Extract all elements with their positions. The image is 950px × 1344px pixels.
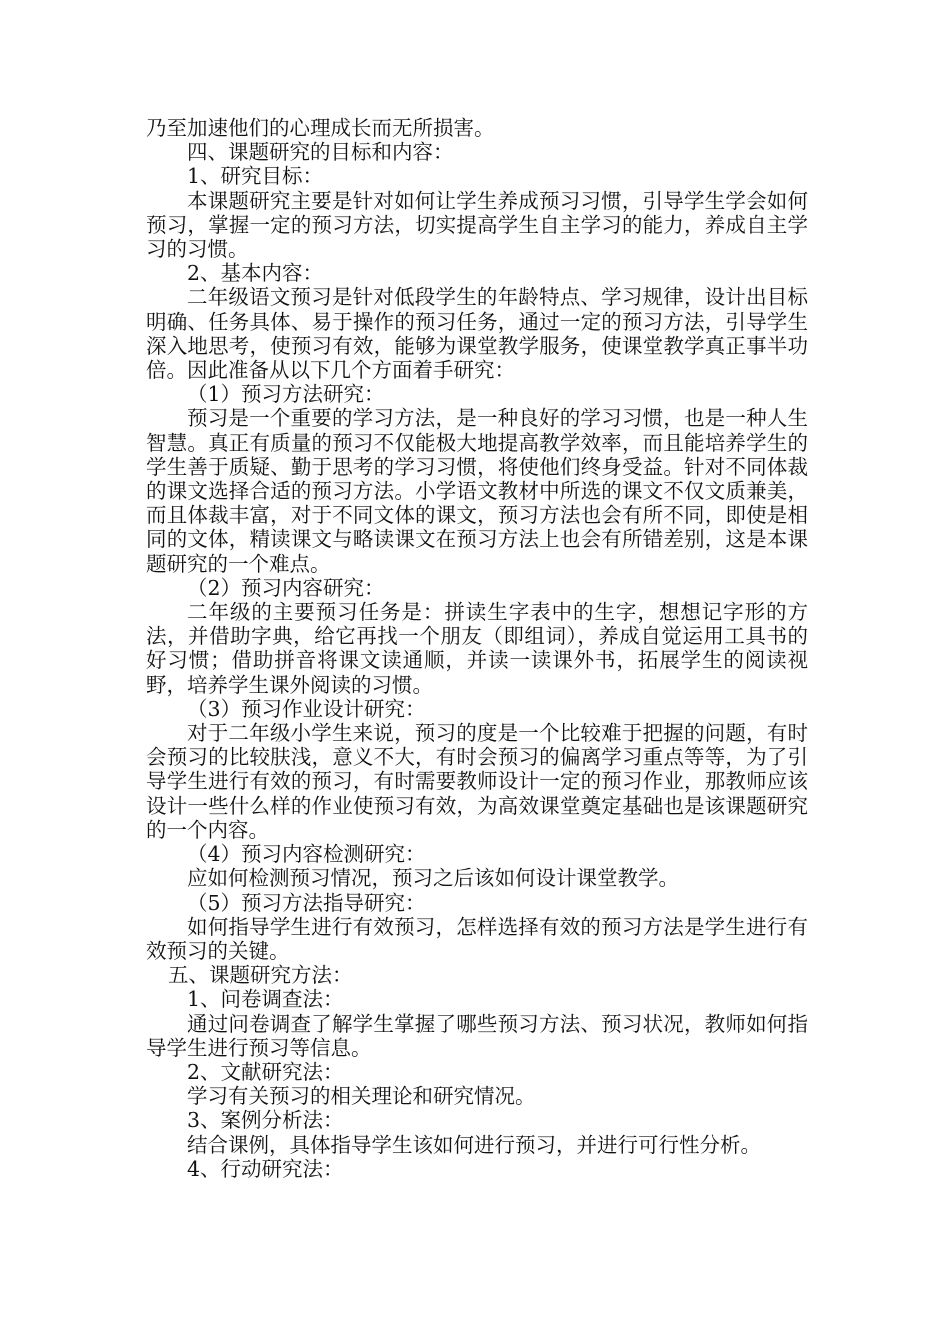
paragraph: 学习有关预习的相关理论和研究情况。 bbox=[187, 1084, 536, 1109]
subsection-heading: （4）预习内容检测研究： bbox=[187, 842, 426, 867]
paragraph: 乃至加速他们的心理成长而无所损害。 bbox=[146, 116, 495, 140]
subsection-heading: 1、问卷调查法： bbox=[187, 987, 344, 1012]
paragraph: 二年级语文预习是针对低段学生的年龄特点、学习规律，设计出目标明确、任务具体、易于操作的预习任务，通过一定的预习方法，引导学生深入地思考，使预习有效，能够为课堂教学服务，使课堂教学真正事半功倍。因此准备从以下几个方面着手研究： bbox=[146, 285, 808, 383]
paragraph: 预习是一个重要的学习方法，是一种良好的学习习惯，也是一种人生智慧。真正有质量的预习不仅能极大地提高教学效率，而且能培养学生的学生善于质疑、勤于思考的学习习惯，将使他们终身受益。针对不同体裁的课文选择合适的预习方法。小学语文教材中所选的课文不仅文质兼美，而且体裁丰富，对于不同文体的课文，预习方法也会有所不同，即使是相同的文体，精读课文与略读课文在预习方法上也会有所错差别，这是本课题研究的一个难点。 bbox=[146, 406, 808, 576]
paragraph: 对于二年级小学生来说，预习的度是一个比较难于把握的问题，有时会预习的比较肤浅，意义不大，有时会预习的偏离学习重点等等，为了引导学生进行有效的预习，有时需要教师设计一定的预习作业，那教师应该设计一些什么样的作业使预习有效，为高效课堂奠定基础也是该课题研究的一个内容。 bbox=[146, 721, 808, 842]
section-heading: 四、课题研究的目标和内容： bbox=[187, 140, 454, 165]
paragraph: 如何指导学生进行有效预习，怎样选择有效的预习方法是学生进行有效预习的关键。 bbox=[146, 914, 808, 963]
paragraph: 二年级的主要预习任务是：拼读生字表中的生字，想想记字形的方法，并借助字典，给它再找一个朋友（即组词），养成自觉运用工具书的好习惯；借助拼音将课文读通顺，并读一读课外书，拓展学生的阅读视野，培养学生课外阅读的习惯。 bbox=[146, 600, 808, 697]
subsection-heading: 2、基本内容： bbox=[187, 261, 324, 286]
subsection-heading: 4、行动研究法： bbox=[187, 1156, 344, 1181]
subsection-heading: （5）预习方法指导研究： bbox=[187, 890, 426, 915]
document-body bbox=[146, 116, 808, 1181]
subsection-heading: （3）预习作业设计研究： bbox=[187, 696, 426, 721]
subsection-heading: 3、案例分析法： bbox=[187, 1108, 344, 1133]
subsection-heading: （2）预习内容研究： bbox=[187, 575, 385, 600]
subsection-heading: 2、文献研究法： bbox=[187, 1059, 344, 1084]
paragraph: 应如何检测预习情况，预习之后该如何设计课堂教学。 bbox=[187, 866, 679, 891]
paragraph: 结合课例，具体指导学生该如何进行预习，并进行可行性分析。 bbox=[187, 1132, 761, 1157]
paragraph: 通过问卷调查了解学生掌握了哪些预习方法、预习状况，教师如何指导学生进行预习等信息。 bbox=[146, 1011, 808, 1060]
paragraph: 本课题研究主要是针对如何让学生养成预习习惯，引导学生学会如何预习，掌握一定的预习方法，切实提高学生自主学习的能力，养成自主学习的习惯。 bbox=[146, 188, 808, 262]
section-heading: 五、课题研究方法： bbox=[168, 963, 353, 988]
subsection-heading: （1）预习方法研究： bbox=[187, 382, 385, 407]
subsection-heading: 1、研究目标： bbox=[187, 164, 324, 189]
